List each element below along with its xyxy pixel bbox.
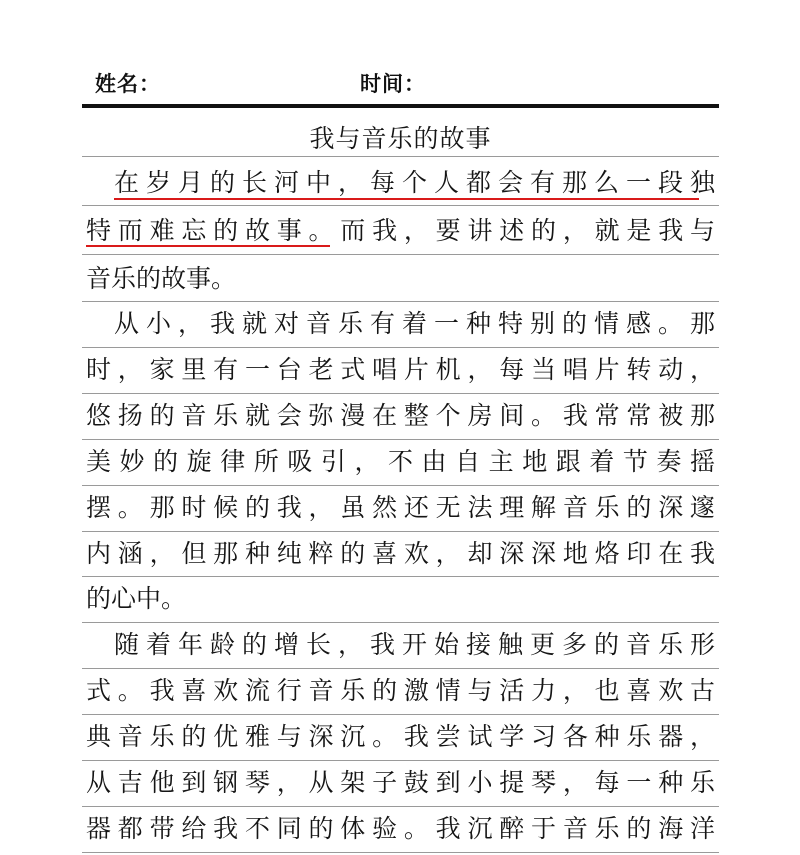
essay-line: 时，家里有一台老式唱片机，每当唱片转动， [86,355,715,384]
essay-line: 的心中。 [86,584,187,613]
essay-title: 我与音乐的故事 [309,124,492,153]
red-underline-annotation [114,198,699,200]
essay-sheet [82,112,719,855]
essay-line: 悠扬的音乐就会弥漫在整个房间。我常常被那 [86,401,715,430]
name-label: 姓名： [95,72,161,96]
essay-line: 音乐的故事。 [86,264,237,293]
essay-line: 典音乐的优雅与深沉。我尝试学习各种乐器， [86,722,715,751]
essay-line: 式。我喜欢流行音乐的激情与活力，也喜欢古 [86,676,715,705]
essay-line: 特而难忘的故事。而我，要讲述的，就是我与 [86,216,715,245]
essay-line: 摆。那时候的我，虽然还无法理解音乐的深邃 [86,493,715,522]
essay-line: 内涵，但那种纯粹的喜欢，却深深地烙印在我 [86,539,715,568]
red-underline-annotation [86,245,330,247]
header-rule [82,104,719,108]
essay-line: 在岁月的长河中，每个人都会有那么一段独 [114,168,715,197]
worksheet-header [0,0,800,112]
essay-line: 美妙的旋律所吸引，不由自主地跟着节奏摇 [86,447,715,476]
time-label: 时间： [360,72,426,96]
essay-line: 器都带给我不同的体验。我沉醉于音乐的海洋 [86,814,715,843]
ruled-line [82,852,719,853]
essay-line: 随着年龄的增长，我开始接触更多的音乐形 [114,630,715,659]
essay-line: 从吉他到钢琴，从架子鼓到小提琴，每一种乐 [86,768,715,797]
ruled-line [82,254,719,255]
essay-line: 从小，我就对音乐有着一种特别的情感。那 [114,309,715,338]
